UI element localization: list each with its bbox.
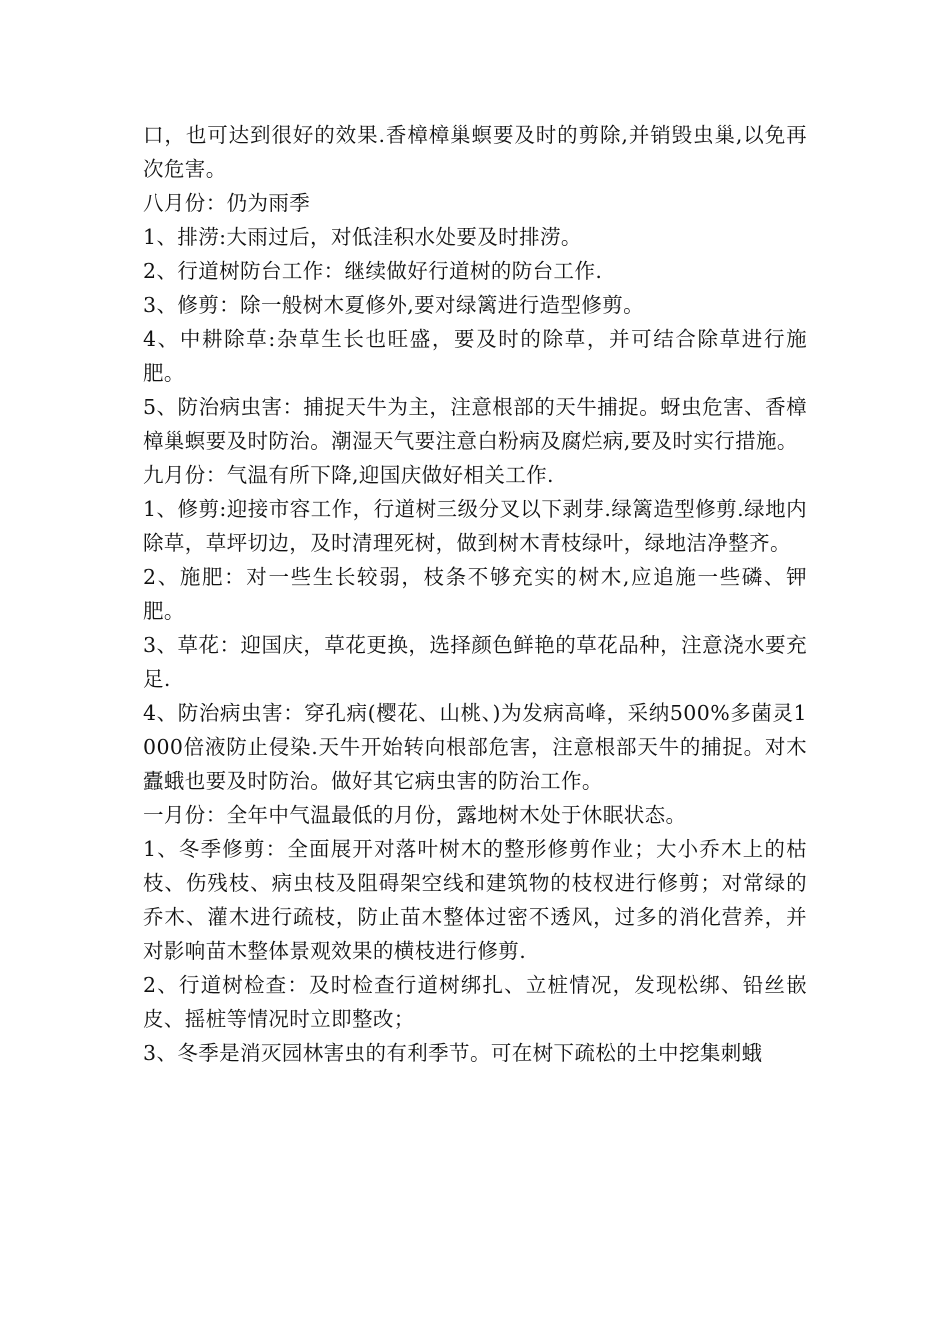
paragraph: 5、防治病虫害：捕捉天牛为主，注意根部的天牛捕捉。蚜虫危害、香樟樟巢螟要及时防治。潮湿天气要注意白粉病及腐烂病,要及时实行措施。 [143,395,807,453]
section-heading-september: 九月份：气温有所下降,迎国庆做好相关工作. [143,463,554,487]
section-heading-january: 一月份：全年中气温最低的月份，露地树木处于休眠状态。 [143,803,687,827]
paragraph: 3、修剪：除一般树木夏修外,要对绿篱进行造型修剪。 [143,293,645,317]
paragraph: 1、修剪:迎接市容工作，行道树三级分叉以下剥芽.绿篱造型修剪.绿地内除草，草坪切边，及时清理死树，做到树木青枝绿叶，绿地洁净整齐。 [143,497,807,555]
paragraph: 口，也可达到很好的效果.香樟樟巢螟要及时的剪除,并销毁虫巢,以免再次危害。 [143,123,807,181]
paragraph: 4、防治病虫害：穿孔病(樱花、山桃、)为发病高峰，采纳500%多菌灵1000倍液防止侵染.天牛开始转向根部危害，注意根部天牛的捕捉。对木蠹蛾也要及时防治。做好其它病虫害的防治工作。 [143,701,807,793]
paragraph: 2、行道树防台工作：继续做好行道树的防台工作. [143,259,603,283]
paragraph: 4、中耕除草:杂草生长也旺盛，要及时的除草，并可结合除草进行施肥。 [143,327,807,385]
paragraph: 1、冬季修剪：全面展开对落叶树木的整形修剪作业；大小乔木上的枯枝、伤残枝、病虫枝及阻碍架空线和建筑物的枝杈进行修剪；对常绿的乔木、灌木进行疏枝，防止苗木整体过密不透风，过多的消化营养，并对影响苗木整体景观效果的横枝进行修剪. [143,837,807,963]
paragraph: 2、施肥：对一些生长较弱，枝条不够充实的树木,应追施一些磷、钾肥。 [143,565,807,623]
paragraph: 3、草花：迎国庆，草花更换，选择颜色鲜艳的草花品种，注意浇水要充足. [143,633,807,691]
paragraph: 3、冬季是消灭园林害虫的有利季节。可在树下疏松的土中挖集刺蛾 [143,1041,763,1065]
document-body [143,118,807,1070]
section-heading-august: 八月份：仍为雨季 [143,191,311,215]
paragraph: 1、排涝:大雨过后，对低洼积水处要及时排涝。 [143,225,582,249]
paragraph: 2、行道树检查：及时检查行道树绑扎、立桩情况，发现松绑、铅丝嵌皮、摇桩等情况时立即整改； [143,973,807,1031]
